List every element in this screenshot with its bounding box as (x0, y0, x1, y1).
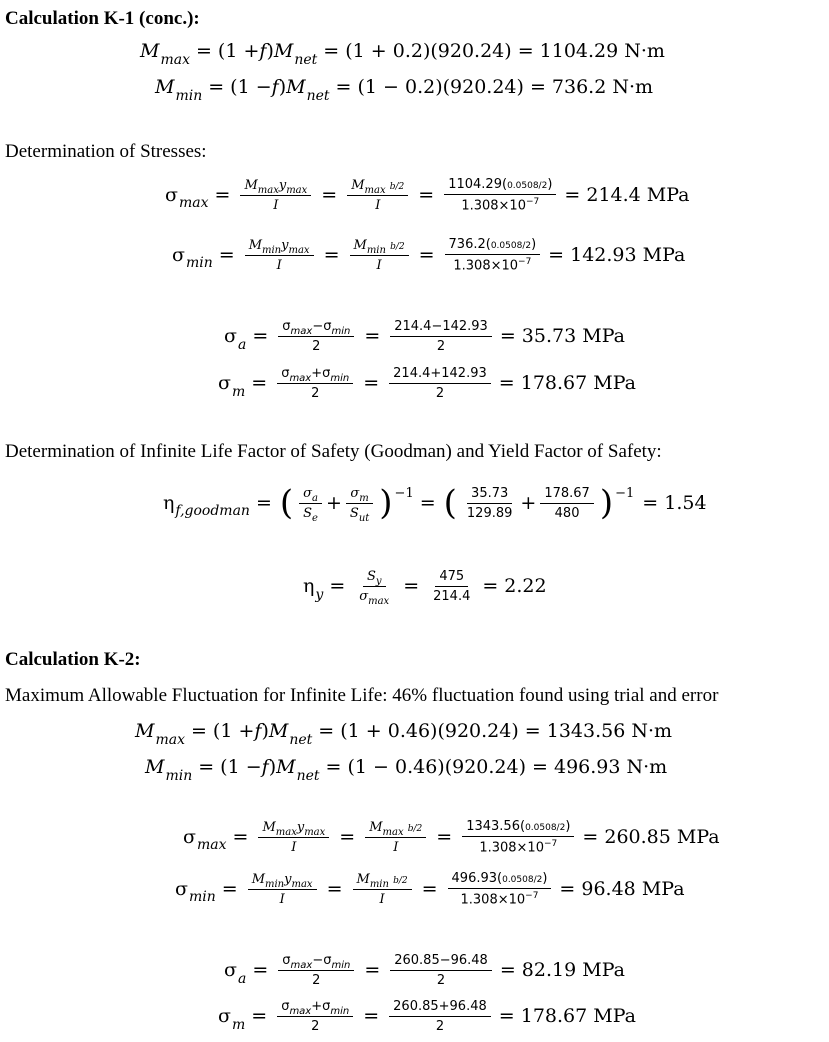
k2-intro: Maximum Allowable Fluctuation for Infinite Life: 46% fluctuation found using trial and error (5, 685, 719, 706)
k1-sigma-a-equation: σ a = $\frac{\sigma_{max}-\sigma_{min}}{2}$ = $\frac{214.4-142.93}{2}$ = 35.73 MPa (224, 319, 625, 354)
k1-sigma-min-equation: σ min = $\frac{M_{min}y_{max}}{I}$ = $\frac{M_{min} b/2}{I}$ = $\frac{736.2(0.0508/2)}{1.308\times 10^{-7}}$ = 142.93 MPa (172, 237, 686, 274)
k2-sigma-max-equation: σ max = $\frac{M_{max}y_{max}}{I}$ = $\frac{M_{max} b/2}{I}$ = $\frac{1343.56(0.0508/2)}{1.308\times 10^{-7}}$ = 260.85 MPa (183, 819, 720, 856)
k1-title: Calculation K-1 (conc.): (5, 8, 200, 29)
k2-sigma-a-equation: σ a = $\frac{\sigma_{max}-\sigma_{min}}{2}$ = $\frac{260.85-96.48}{2}$ = 82.19 MPa (224, 953, 625, 988)
k2-sigma-m-equation: σ m = $\frac{\sigma_{max}+\sigma_{min}}{2}$ = $\frac{260.85+96.48}{2}$ = 178.67 MPa (218, 999, 636, 1034)
k1-yield-equation: η y = $\frac{S_y}{\sigma_{max}}$ = $\frac{475}{214.4}$ = 2.22 (303, 569, 547, 607)
k1-sigma-m-equation: σ m = $\frac{\sigma_{max}+\sigma_{min}}{2}$ = $\frac{214.4+142.93}{2}$ = 178.67 MPa (218, 366, 636, 401)
k2-mmin-equation: M min = (1 − f ) M net = (1 − 0.46)(920.24) = 496.93 N·m (145, 756, 668, 784)
k1-fos-heading: Determination of Infinite Life Factor of Safety (Goodman) and Yield Factor of Safety: (5, 441, 662, 462)
k2-sigma-min-equation: σ min = $\frac{M_{min}y_{max}}{I}$ = $\frac{M_{min} b/2}{I}$ = $\frac{496.93(0.0508/2)}{1.308\times 10^{-7}}$ = 96.48 MPa (175, 871, 685, 908)
k1-sigma-max-equation: σ max = $\frac{M_{max}y_{max}}{I}$ = $\frac{M_{max} b/2}{I}$ = $\frac{1104.29(0.0508/2)}{1.308\times 10^{-7}}$ = 214.4 MPa (165, 177, 690, 214)
k1-mmax-equation: M max = (1 + f ) M net = (1 + 0.2)(920.24) = 1104.29 N·m (140, 40, 665, 68)
k1-stresses-heading: Determination of Stresses: (5, 141, 207, 162)
k2-mmax-equation: M max = (1 + f ) M net = (1 + 0.46)(920.24) = 1343.56 N·m (135, 720, 673, 748)
k2-title: Calculation K-2: (5, 649, 141, 670)
k1-mmin-equation: M min = (1 − f ) M net = (1 − 0.2)(920.24) = 736.2 N·m (155, 76, 654, 104)
k1-goodman-equation: η f,goodman = ( $\frac{\sigma_a}{S_e}$ + $\frac{\sigma_m}{S_{ut}}$ ) −1 = ( $\frac{35.73}{129.89}$ + $\frac{178.67}{480}$ ) −1 = 1.54 (163, 483, 707, 524)
